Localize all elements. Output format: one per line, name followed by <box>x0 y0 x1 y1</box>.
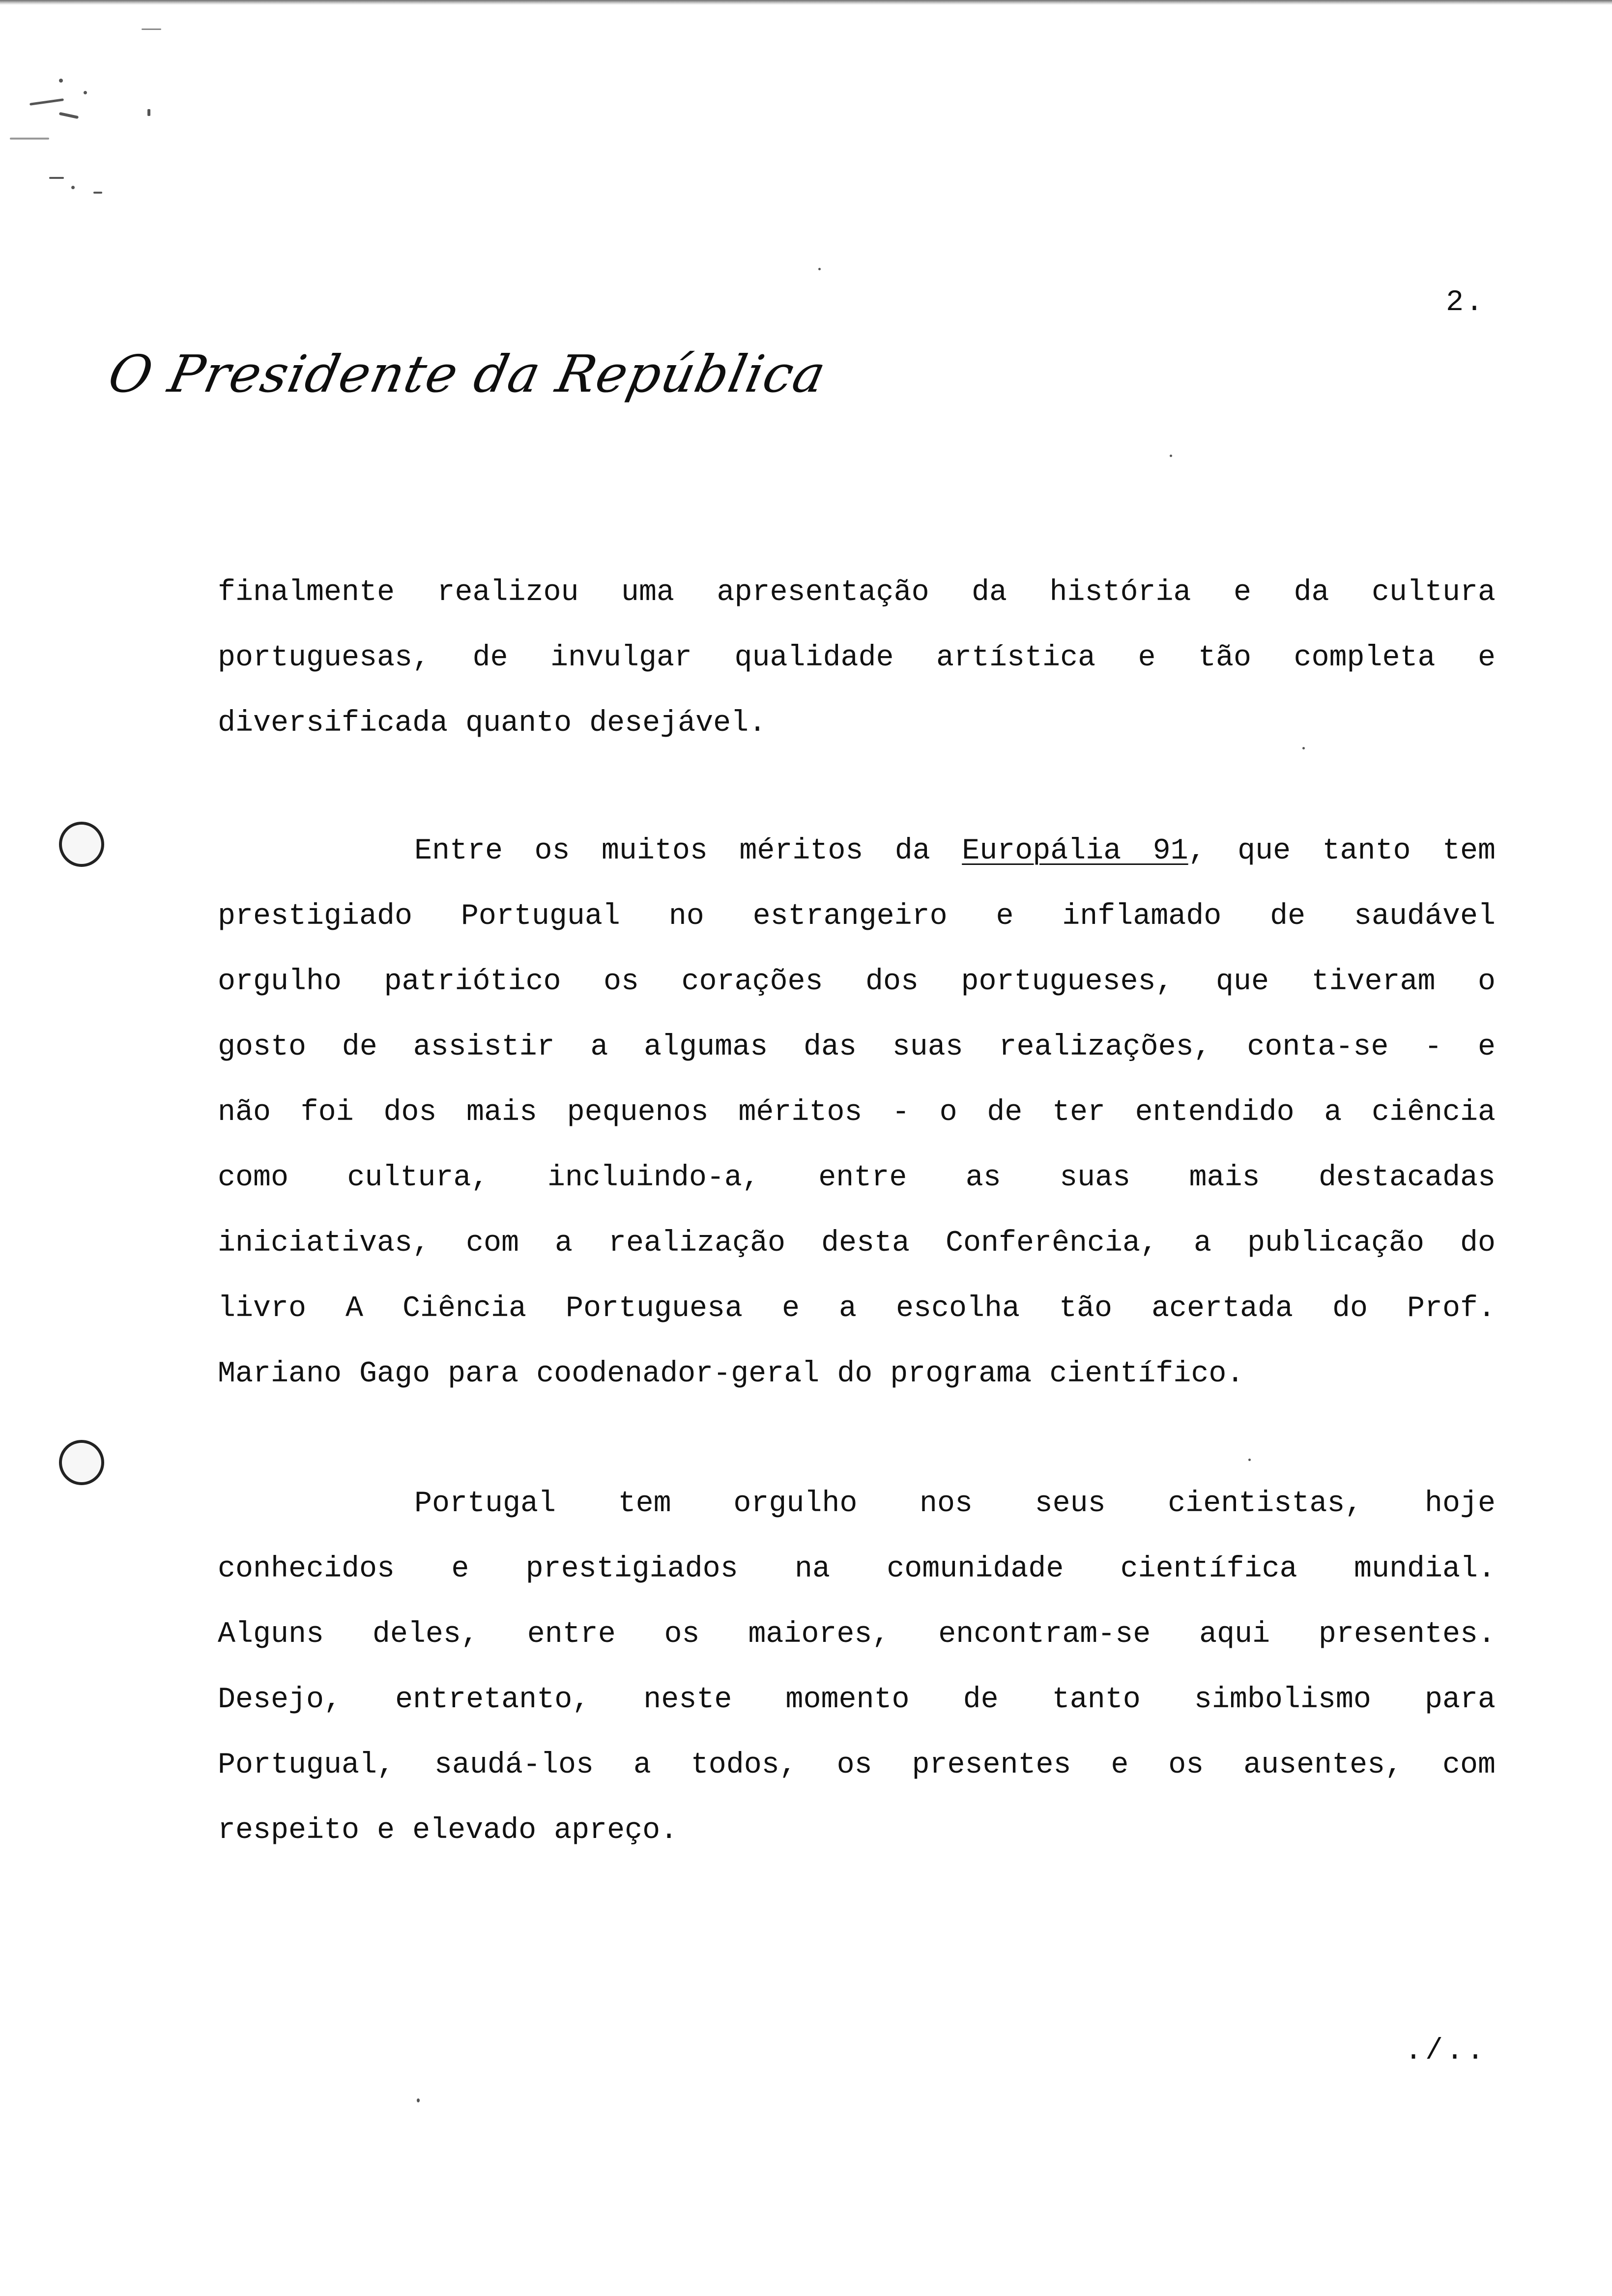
scan-speck <box>10 138 49 140</box>
scan-speck <box>147 109 150 116</box>
punch-hole <box>59 1440 104 1485</box>
text-line <box>218 819 1496 884</box>
text-line: conhecidos e prestigiados na comunidade científica mundial. <box>218 1552 1496 1586</box>
scan-speck <box>1170 455 1172 457</box>
scan-speck <box>818 268 821 270</box>
text-line: Portugal tem orgulho nos seus cientistas, hoje <box>414 1487 1496 1521</box>
text-line: respeito e elevado apreço. <box>218 1814 678 1847</box>
text-line: Alguns deles, entre os maiores, encontram-se aqui presentes. <box>218 1618 1496 1651</box>
scan-speck <box>93 192 102 194</box>
scan-speck <box>1248 1459 1251 1461</box>
page-number: 2. <box>1445 286 1485 319</box>
letterhead-signature: O Presidente da República <box>103 344 832 404</box>
scan-speck <box>59 79 63 83</box>
text-segment: Entre os muitos méritos da <box>414 834 962 868</box>
text-line: finalmente realizou uma apresentação da história e da cultura <box>218 576 1496 609</box>
scan-speck <box>49 177 64 179</box>
scan-speck <box>29 98 64 106</box>
text-line: diversificada quanto desejável. <box>218 707 767 740</box>
scan-speck <box>59 112 79 119</box>
text-segment: , que tanto tem <box>1188 834 1496 868</box>
text-line: orgulho patriótico os corações dos portugueses, que tiveram o <box>218 965 1496 999</box>
text-line: iniciativas, com a realização desta Conferência, a publicação do <box>218 1227 1496 1260</box>
text-line: prestigiado Portugual no estrangeiro e inflamado de saudável <box>218 900 1496 933</box>
text-line: portuguesas, de invulgar qualidade artística e tão completa e <box>218 641 1496 675</box>
text-line: Portugual, saudá-los a todos, os presentes e os ausentes, com <box>218 1749 1496 1782</box>
text-line: livro A Ciência Portuguesa e a escolha tão acertada do Prof. <box>218 1292 1496 1325</box>
text-line: Mariano Gago para coodenador-geral do programa científico. <box>218 1357 1244 1391</box>
text-line: gosto de assistir a algumas das suas realizações, conta-se - e <box>218 1031 1496 1064</box>
text-line: como cultura, incluindo-a, entre as suas mais destacadas <box>218 1161 1496 1195</box>
paragraph-1 <box>218 560 1496 756</box>
text-line: Desejo, entretanto, neste momento de tanto simbolismo para <box>218 1683 1496 1717</box>
text-line: não foi dos mais pequenos méritos - o de ter entendido a ciência <box>218 1096 1496 1129</box>
scan-speck <box>84 91 87 94</box>
scan-speck <box>142 29 161 30</box>
scan-speck <box>71 186 75 189</box>
paragraph-3 <box>218 1471 1496 1864</box>
page-top-edge <box>0 0 1612 5</box>
continuation-mark: ./.. <box>1404 2035 1487 2068</box>
event-name-underlined: Europália 91 <box>962 834 1188 868</box>
scan-speck <box>417 2098 420 2102</box>
paragraph-2 <box>218 819 1496 1407</box>
punch-hole <box>59 822 104 867</box>
